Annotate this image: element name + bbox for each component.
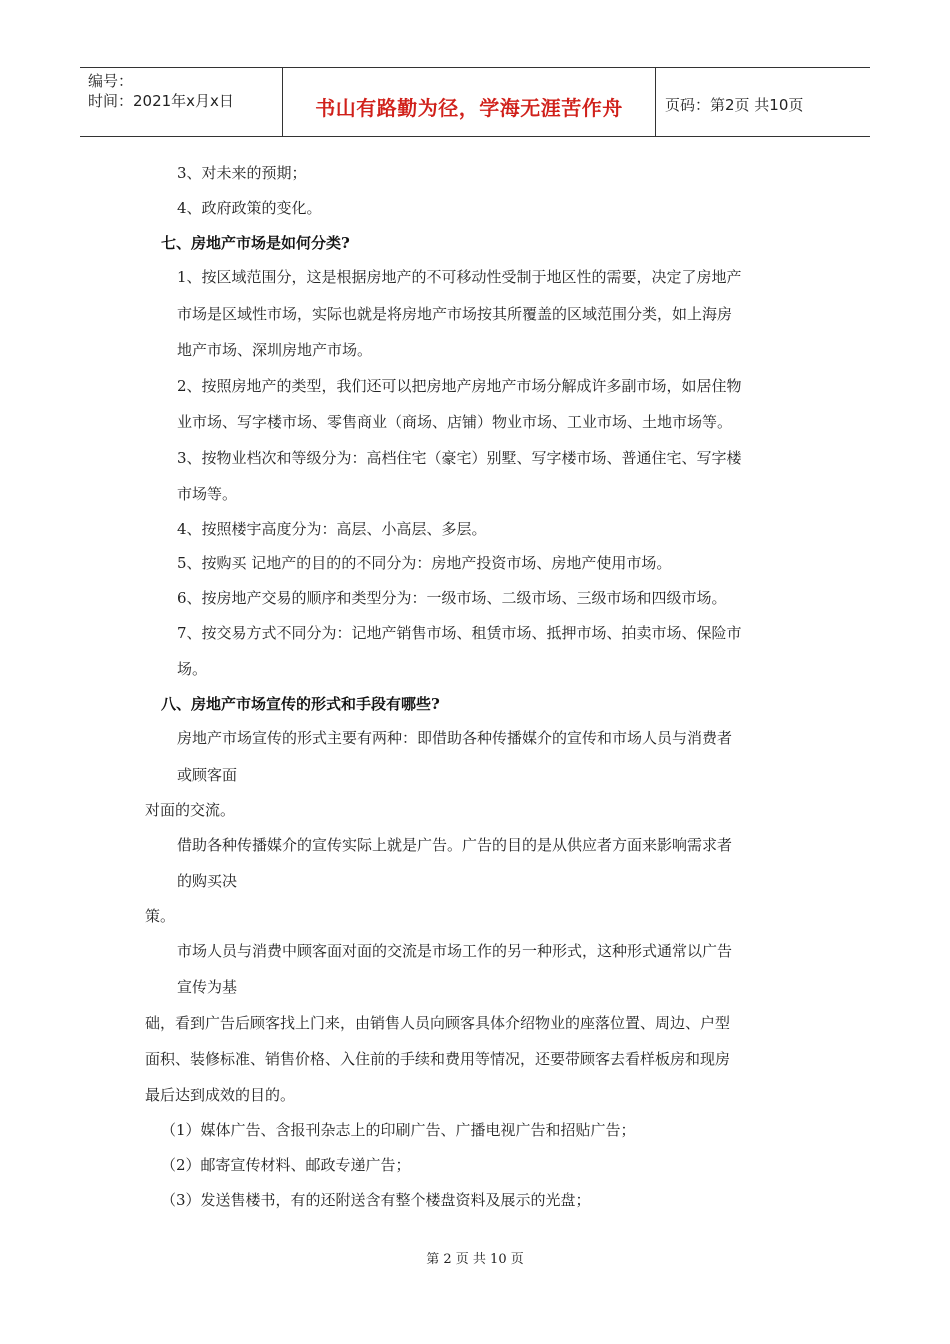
body-line: 面积、装修标准、销售价格、入住前的手续和费用等情况，还要带顾客去看样板房和现房 [145, 1050, 731, 1068]
body-line: 对面的交流。 [145, 801, 236, 819]
header-page-info: 页码：第2页 共10页 [665, 96, 804, 114]
body-line: 市场人员与消费中顾客面对面的交流是市场工作的另一种形式，这种形式通常以广告 [177, 942, 733, 960]
body-line: 3、对未来的预期； [177, 164, 307, 182]
body-line: 或顾客面 [177, 766, 238, 784]
body-line: （1）媒体广告、含报刊杂志上的印刷广告、广播电视广告和招贴广告； [161, 1121, 636, 1139]
body-line: 房地产市场宣传的形式主要有两种：即借助各种传播媒介的宣传和市场人员与消费者 [177, 729, 733, 747]
header-motto-cell [282, 68, 656, 136]
time-label: 时间：2021年x月x日 [88, 92, 234, 110]
body-line: 最后达到成效的目的。 [145, 1086, 296, 1104]
body-line: 市场是区域性市场，实际也就是将房地产市场按其所覆盖的区域范围分类，如上海房 [177, 305, 733, 323]
body-line: 地产市场、深圳房地产市场。 [177, 341, 373, 359]
section-heading-8: 八、房地产市场宣传的形式和手段有哪些? [161, 695, 440, 713]
body-line: （3）发送售楼书，有的还附送含有整个楼盘资料及展示的光盘； [161, 1191, 591, 1209]
body-line: 场。 [177, 660, 208, 678]
body-line: 6、按房地产交易的顺序和类型分为：一级市场、二级市场、三级市场和四级市场。 [177, 589, 727, 607]
header-meta-cell [80, 68, 282, 136]
section-heading-7: 七、房地产市场是如何分类? [161, 234, 350, 252]
body-line: 3、按物业档次和等级分为：高档住宅（豪宅）别墅、写字楼市场、普通住宅、写字楼 [177, 449, 742, 467]
header-page-cell [655, 68, 870, 136]
body-line: （2）邮寄宣传材料、邮政专递广告； [161, 1156, 411, 1174]
body-line: 1、按区域范围分，这是根据房地产的不可移动性受制于地区性的需要，决定了房地产 [177, 268, 742, 286]
page-footer: 第 2 页 共 10 页 [426, 1252, 524, 1267]
body-line: 业市场、写字楼市场、零售商业（商场、店铺）物业市场、工业市场、土地市场等。 [177, 413, 733, 431]
body-line: 5、按购买 记地产的目的的不同分为：房地产投资市场、房地产使用市场。 [177, 554, 672, 572]
body-line: 的购买决 [177, 872, 238, 890]
body-line: 2、按照房地产的类型，我们还可以把房地产房地产市场分解成许多副市场，如居住物 [177, 377, 742, 395]
body-line: 4、按照楼宇高度分为：高层、小高层、多层。 [177, 520, 487, 538]
number-label: 编号： [88, 72, 134, 90]
body-line: 市场等。 [177, 485, 238, 503]
body-line: 策。 [145, 907, 176, 925]
body-line: 借助各种传播媒介的宣传实际上就是广告。广告的目的是从供应者方面来影响需求者 [177, 836, 733, 854]
page-header [80, 67, 870, 137]
header-motto: 书山有路勤为径，学海无涯苦作舟 [315, 96, 623, 120]
body-line: 础，看到广告后顾客找上门来，由销售人员向顾客具体介绍物业的座落位置、周边、户型 [145, 1014, 731, 1032]
body-line: 7、按交易方式不同分为：记地产销售市场、租赁市场、抵押市场、拍卖市场、保险市 [177, 624, 742, 642]
body-line: 4、政府政策的变化。 [177, 199, 322, 217]
body-line: 宣传为基 [177, 978, 238, 996]
